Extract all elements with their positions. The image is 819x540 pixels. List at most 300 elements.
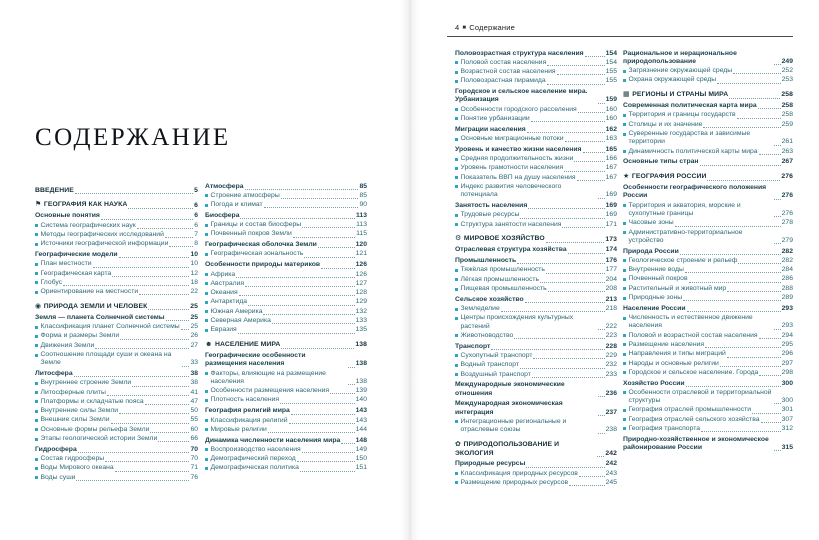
entry-label: Мировые религии <box>210 425 267 433</box>
entry-label: Земля — планета Солнечной системы <box>35 313 165 321</box>
page-number: 278 <box>781 219 793 227</box>
page-number: 279 <box>781 236 793 244</box>
bullet-square-icon <box>205 467 208 470</box>
dot-leader <box>169 246 193 247</box>
bullet-square-icon <box>623 353 626 356</box>
page-number: 159 <box>605 96 617 104</box>
dot-leader <box>181 329 190 330</box>
page-number: 276 <box>781 173 793 181</box>
bullet-square-icon <box>455 278 458 281</box>
nature-icon: ◉ <box>35 302 42 310</box>
dot-leader <box>291 414 355 415</box>
toc-section-entry <box>455 460 617 468</box>
entry-label: Интеграционные региональные и отраслевые союзы <box>460 417 567 434</box>
entry-label: Воды Мирового океана <box>40 464 114 472</box>
page-number: 132 <box>355 307 367 315</box>
page-number: 5 <box>194 186 198 194</box>
page-number: 18 <box>190 278 198 286</box>
page-number: 66 <box>190 435 198 443</box>
bullet-square-icon <box>623 269 626 272</box>
dot-leader <box>565 141 605 142</box>
page-number: 236 <box>605 389 617 397</box>
toc-sub-entry <box>455 77 617 85</box>
page-number: 70 <box>190 445 198 453</box>
dot-leader <box>738 263 780 264</box>
bullet-square-icon <box>455 80 458 83</box>
entry-label: Географическая оболочка Земли <box>205 241 317 249</box>
entry-label: Этапы геологической истории Земли <box>40 435 158 443</box>
page-number: 288 <box>781 284 793 292</box>
toc-section-entry <box>35 251 198 259</box>
entry-label: Внутренние воды <box>628 266 684 274</box>
entry-label: Средняя продолжительность жизни <box>460 155 574 163</box>
toc-sub-entry <box>623 121 793 129</box>
entry-label: ✿ ПРИРОДОПОЛЬЗОВАНИЕ И ЭКОЛОГИЯ <box>455 441 560 457</box>
dot-leader <box>245 286 355 287</box>
page-number: 25 <box>190 303 198 311</box>
entry-label: Занятость населения <box>455 202 528 209</box>
page-number: 135 <box>355 326 367 334</box>
dot-leader <box>120 339 189 340</box>
page-number: 70 <box>190 455 198 463</box>
bullet-square-icon <box>623 418 626 421</box>
page-number: 166 <box>605 155 617 163</box>
entry-label: Форма и размеры Земли <box>40 332 120 340</box>
page-number: 228 <box>605 342 617 350</box>
toc-section-entry <box>623 158 793 166</box>
entry-label: Тяжёлая промышленность <box>460 266 545 274</box>
toc-section-entry <box>623 50 793 67</box>
toc-sub-entry <box>205 271 367 279</box>
entry-label: Земледелие <box>460 305 500 313</box>
page-number: 85 <box>359 182 367 190</box>
entry-label: Растительный и животный мир <box>628 284 727 292</box>
page-number: 289 <box>781 294 793 302</box>
toc-sub-entry <box>455 164 617 172</box>
entry-label: География отраслей промышленности <box>628 406 752 414</box>
entry-label: ▦ РЕГИОНЫ И СТРАНЫ МИРА <box>623 91 729 99</box>
page-number: 259 <box>781 120 793 128</box>
entry-label: ВВЕДЕНИЕ <box>35 186 74 194</box>
toc-sub-entry <box>623 219 793 227</box>
toc-section-entry <box>205 407 367 415</box>
dot-leader <box>139 294 189 295</box>
entry-label: Хозяйство России <box>623 379 685 387</box>
dot-leader <box>774 145 781 146</box>
page-number: 282 <box>781 256 793 264</box>
toc-section-entry <box>455 50 617 58</box>
dot-leader <box>240 218 355 219</box>
page-number: 133 <box>355 316 367 324</box>
bullet-square-icon <box>205 458 208 461</box>
dot-leader <box>300 471 355 472</box>
entry-label: Основные понятия <box>35 212 100 220</box>
toc-section-entry <box>205 183 367 191</box>
toc-section-entry <box>455 202 617 210</box>
toc-chapter-entry <box>35 201 198 210</box>
page-number: 169 <box>605 211 617 219</box>
dot-leader <box>75 193 193 194</box>
bullet-square-icon <box>623 391 626 394</box>
toc-sub-entry <box>205 464 367 472</box>
page-number: 176 <box>605 257 617 265</box>
page-number: 47 <box>190 397 198 405</box>
toc-sub-entry <box>35 474 198 482</box>
contents-title: СОДЕРЖАНИЕ <box>35 124 231 151</box>
entry-label: География отраслей сельского хозяйства <box>628 415 760 423</box>
entry-label: Половозрастная структура населения <box>455 49 584 57</box>
toc-column-right-2 <box>623 47 793 453</box>
bullet-square-icon <box>205 419 208 422</box>
entry-label: Основные типы стран <box>623 158 699 166</box>
dot-leader <box>348 384 355 385</box>
toc-sub-entry <box>623 266 793 274</box>
toc-section-entry <box>35 314 198 322</box>
dot-leader <box>272 323 355 324</box>
toc-sub-entry <box>455 211 617 219</box>
entry-label: Внешние силы Земли <box>40 416 110 424</box>
page-number: 33 <box>190 359 198 367</box>
entry-label: Австралия <box>210 279 245 287</box>
page-number: 286 <box>781 275 793 283</box>
entry-label: Показатель ВВП на душу населения <box>460 173 576 181</box>
entry-label: Особенности природы материков <box>205 261 321 269</box>
page-number: 127 <box>355 279 367 287</box>
page-number: 154 <box>605 58 617 66</box>
bullet-square-icon <box>455 354 458 357</box>
bullet-square-icon <box>205 224 208 227</box>
page-number: 295 <box>781 340 793 348</box>
dot-leader <box>150 432 189 433</box>
toc-sub-entry <box>35 426 198 434</box>
entry-label: ◉ ПРИРОДА ЗЕМЛИ И ЧЕЛОВЕК <box>35 302 148 310</box>
entry-label: Сухопутный транспорт <box>460 351 533 359</box>
page-number: 312 <box>781 424 793 432</box>
bullet-square-icon <box>455 71 458 74</box>
dot-leader <box>675 226 781 227</box>
entry-label: Географические модели <box>35 250 118 258</box>
dot-leader <box>148 309 189 310</box>
dot-leader <box>238 333 355 334</box>
bullet-square-icon <box>455 138 458 141</box>
dot-leader <box>318 247 355 248</box>
toc-sub-entry <box>35 231 198 239</box>
dot-leader <box>517 263 604 264</box>
dot-leader <box>166 320 190 321</box>
page-number: 151 <box>355 464 367 472</box>
page-number: 300 <box>781 379 793 387</box>
entry-label: Особенности географического положения России <box>623 184 767 200</box>
entry-label: ★ ГЕОГРАФИЯ РОССИИ <box>623 173 707 181</box>
bullet-square-icon <box>455 158 458 161</box>
entry-label: Численность и естественное движение населения <box>628 314 753 330</box>
entry-label: Африка <box>210 270 236 278</box>
page-number: 25 <box>190 323 198 331</box>
bullet-square-icon <box>623 278 626 281</box>
page-number: 222 <box>605 322 617 330</box>
entry-label: Отраслевая структура хозяйства <box>455 246 567 254</box>
dot-leader <box>700 165 781 166</box>
entry-label: Природа России <box>623 247 679 255</box>
bullet-square-icon <box>455 364 458 367</box>
entry-label: Методы географических исследований <box>40 230 164 238</box>
entry-label: Система географических наук <box>40 221 136 229</box>
toc-sub-entry <box>35 279 198 287</box>
toc-sub-entry <box>205 396 367 404</box>
page-number: 237 <box>605 408 617 416</box>
toc-sub-entry <box>35 435 198 443</box>
bullet-square-icon <box>623 70 626 73</box>
entry-label: Охрана окружающей среды <box>628 76 717 84</box>
bullet-square-icon <box>205 448 208 451</box>
dot-leader <box>729 98 780 99</box>
entry-label: ⚑ ГЕОГРАФИЯ КАК НАУКА <box>35 201 128 209</box>
toc-sub-entry <box>35 342 198 350</box>
dot-leader <box>774 199 781 200</box>
page-number: 249 <box>781 57 793 65</box>
toc-sub-entry <box>455 285 617 293</box>
page-number: 55 <box>190 416 198 424</box>
dot-leader <box>526 467 604 468</box>
running-header <box>455 23 515 32</box>
dot-leader <box>547 65 604 66</box>
entry-label: Миграции населения <box>455 125 526 133</box>
bullet-square-icon <box>623 150 626 153</box>
bullet-square-icon <box>205 301 208 304</box>
toc-sub-entry <box>205 289 367 297</box>
entry-label: Понятие урбанизации <box>460 114 530 122</box>
entry-label: Водный транспорт <box>460 361 519 369</box>
entry-label: Природные зоны <box>628 294 683 302</box>
page-number: 171 <box>605 220 617 228</box>
bullet-square-icon <box>205 329 208 332</box>
page-number: 138 <box>355 341 367 349</box>
page-number: 160 <box>605 105 617 113</box>
toc-sub-entry <box>205 192 367 200</box>
bullet-square-icon <box>455 176 458 179</box>
entry-label: Лёгкая промышленность <box>460 275 540 283</box>
bullet-square-icon <box>35 326 38 329</box>
toc-sub-entry <box>623 111 793 119</box>
dot-leader <box>514 338 604 339</box>
population-icon: ☻ <box>205 341 213 348</box>
bullet-square-icon <box>623 114 626 117</box>
toc-section-entry <box>455 246 617 254</box>
toc-section-entry <box>455 381 617 398</box>
entry-label: Биосфера <box>205 211 240 219</box>
dot-leader <box>128 208 193 209</box>
bullet-square-icon <box>623 259 626 262</box>
dot-leader <box>687 311 781 312</box>
page-number: 282 <box>781 247 793 255</box>
dot-leader <box>293 237 355 238</box>
entry-label: Загрязнение окружающей среды <box>628 67 733 75</box>
toc-sub-entry <box>455 183 617 200</box>
dot-leader <box>95 348 189 349</box>
bullet-square-icon <box>455 269 458 272</box>
page-number: 60 <box>190 425 198 433</box>
dot-leader <box>568 253 605 254</box>
dot-leader <box>727 291 780 292</box>
entry-label: Население России <box>623 304 686 312</box>
entry-label: Городское и сельское население. Города <box>628 368 759 376</box>
page-number: 163 <box>605 135 617 143</box>
entry-label: Пищевая промышленность <box>460 285 547 292</box>
entry-label: Индекс развития человеческого потенциала <box>460 182 562 199</box>
toc-section-entry <box>455 343 617 351</box>
bullet-square-icon <box>35 428 38 431</box>
toc-sub-entry <box>35 398 198 406</box>
entry-label: Столицы и их значение <box>628 120 703 128</box>
dot-leader <box>74 376 190 377</box>
dot-leader <box>248 305 355 306</box>
dot-leader <box>165 237 193 238</box>
toc-sub-entry <box>455 174 617 182</box>
dot-leader <box>564 171 604 172</box>
toc-section-entry <box>205 212 367 220</box>
toc-sub-entry <box>205 446 367 454</box>
toc-sub-entry <box>35 240 198 248</box>
dot-leader <box>583 152 605 153</box>
bullet-square-icon <box>455 317 458 320</box>
toc-sub-entry <box>35 332 198 340</box>
toc-sub-entry <box>205 417 367 425</box>
entry-label: План местности <box>40 260 92 268</box>
entry-label: Строение атмосферы <box>210 191 280 199</box>
dot-leader <box>268 432 355 433</box>
page-number: 263 <box>781 147 793 155</box>
toc-sub-entry <box>35 260 198 268</box>
dot-leader <box>182 366 189 367</box>
page-number: 276 <box>781 192 793 200</box>
bullet-square-icon <box>35 410 38 413</box>
page-number: 76 <box>190 473 198 481</box>
page-number: 38 <box>190 370 198 378</box>
dot-leader <box>685 272 781 273</box>
page-number: 258 <box>781 102 793 110</box>
entry-label: География религий мира <box>205 407 290 415</box>
dot-leader <box>598 329 605 330</box>
bullet-square-icon <box>35 419 38 422</box>
dot-leader <box>717 83 781 84</box>
dot-leader <box>774 403 781 404</box>
page-number: 7 <box>194 230 198 238</box>
toc-chapter-entry <box>455 441 617 458</box>
toc-sub-entry <box>623 406 793 414</box>
dot-leader <box>774 216 781 217</box>
bullet-square-icon <box>35 233 38 236</box>
entry-label: Границы и состав биосферы <box>210 221 302 229</box>
bullet-square-icon <box>35 291 38 294</box>
dot-leader <box>112 276 189 277</box>
page-number: 138 <box>355 360 367 368</box>
dot-leader <box>533 358 604 359</box>
entry-label: Почвенный покров Земли <box>210 230 292 238</box>
dot-leader <box>239 295 355 296</box>
toc-sub-entry <box>455 68 617 76</box>
dot-leader <box>107 395 190 396</box>
toc-sub-entry <box>623 76 793 84</box>
page-number: 155 <box>605 77 617 85</box>
dot-leader <box>302 452 355 453</box>
entry-label: Половой и возрастной состав населения <box>628 331 758 339</box>
page-gutter-shadow <box>400 0 420 540</box>
toc-section-entry <box>455 146 617 154</box>
bullet-square-icon <box>623 133 626 136</box>
bullet-square-icon <box>623 231 626 234</box>
page-number: 242 <box>605 460 617 468</box>
entry-label: Уровень и качество жизни населения <box>455 145 582 153</box>
dot-leader <box>281 348 354 349</box>
toc-section-entry <box>623 436 793 453</box>
bullet-square-icon <box>623 123 626 126</box>
page-number: 12 <box>190 269 198 277</box>
entry-label: Евразия <box>210 326 237 334</box>
entry-label: Особенности отраслевой и территориальной структуры <box>628 388 772 405</box>
toc-sub-entry <box>455 221 617 229</box>
entry-label: Литосфера <box>35 370 73 378</box>
dot-leader <box>119 413 189 414</box>
entry-label: Размещение природных ресурсов <box>460 478 569 486</box>
bullet-square-icon <box>205 194 208 197</box>
toc-section-entry <box>623 248 793 256</box>
toc-sub-entry <box>455 352 617 360</box>
page-number: 165 <box>605 145 617 153</box>
toc-sub-entry <box>623 360 793 368</box>
dot-leader <box>720 366 781 367</box>
entry-label: Природно-хозяйственное и экономическое районирование России <box>623 435 769 452</box>
entry-label: Городское и сельское население мира. Урбанизация <box>455 88 588 104</box>
entry-label: Соотношение площади суши и океана на Земле <box>40 351 172 367</box>
entry-label: Трудовые ресурсы <box>460 211 520 219</box>
entry-label: Международная экономическая интеграция <box>455 400 563 416</box>
dot-leader <box>761 422 781 423</box>
running-header-label: Содержание <box>469 23 516 32</box>
entry-label: Ориентирование на местности <box>40 288 139 296</box>
bullet-square-icon <box>455 117 458 120</box>
bullet-square-icon <box>35 272 38 275</box>
dot-leader <box>774 329 781 330</box>
page-number: 27 <box>190 341 198 349</box>
dot-leader <box>686 386 781 387</box>
dot-leader <box>297 461 355 462</box>
dot-leader <box>491 349 604 350</box>
dot-leader <box>758 108 781 109</box>
entry-label: Состав гидросферы <box>40 455 105 463</box>
page-number: 243 <box>605 469 617 477</box>
bullet-square-icon <box>623 409 626 412</box>
toc-sub-entry <box>205 250 367 258</box>
entry-label: Динамика численности населения мира <box>205 436 341 444</box>
entry-label: Геологическое строение и рельеф <box>628 256 738 264</box>
toc-section-entry <box>455 257 617 265</box>
dot-leader <box>774 450 781 451</box>
bullet-square-icon <box>35 335 38 338</box>
dot-leader <box>520 368 605 369</box>
page-number: 129 <box>355 298 367 306</box>
page-number: 245 <box>605 478 617 486</box>
page-number: 267 <box>781 158 793 166</box>
toc-sub-entry <box>455 135 617 143</box>
entry-label: Погода и климат <box>210 201 263 209</box>
dot-leader <box>236 277 354 278</box>
page-number: 315 <box>781 444 793 452</box>
page-number: 6 <box>194 201 198 209</box>
toc-sub-entry <box>623 389 793 406</box>
entry-label: Территория и акватория, морские и сухопутные границы <box>628 201 741 217</box>
bullet-square-icon <box>455 420 458 423</box>
bullet-square-icon <box>205 253 208 256</box>
